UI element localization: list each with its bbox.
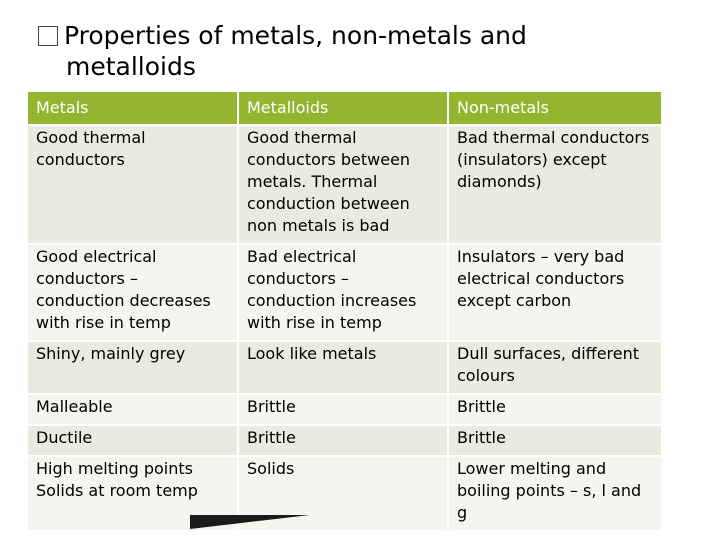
properties-table xyxy=(28,92,661,532)
table-cell: High melting points Solids at room temp xyxy=(28,456,238,531)
table-cell: Good thermal conductors between metals. Thermal conduction between non metals is bad xyxy=(238,125,448,244)
table-header-row xyxy=(28,92,661,125)
table-cell: Dull surfaces, different colours xyxy=(448,341,661,394)
table-cell: Look like metals xyxy=(238,341,448,394)
table-cell: Shiny, mainly grey xyxy=(28,341,238,394)
table-row xyxy=(28,456,661,531)
properties-table-container xyxy=(28,92,661,532)
table-cell: Brittle xyxy=(448,425,661,456)
table-cell: Brittle xyxy=(238,394,448,425)
table-row xyxy=(28,244,661,341)
header-metals: Metals xyxy=(28,92,238,125)
table-row xyxy=(28,425,661,456)
table-row xyxy=(28,341,661,394)
header-non-metals: Non-metals xyxy=(448,92,661,125)
table-cell: Lower melting and boiling points – s, l and g xyxy=(448,456,661,531)
slide-title xyxy=(38,20,678,82)
table-cell: Insulators – very bad electrical conductors except carbon xyxy=(448,244,661,341)
table-cell: Bad thermal conductors (insulators) except diamonds) xyxy=(448,125,661,244)
header-metalloids: Metalloids xyxy=(238,92,448,125)
decorative-stripe xyxy=(190,515,310,529)
bullet-square-icon xyxy=(38,26,58,46)
title-line-1: Properties of metals, non-metals and xyxy=(64,21,527,50)
table-cell: Malleable xyxy=(28,394,238,425)
title-line-2: metalloids xyxy=(66,52,196,81)
table-row xyxy=(28,125,661,244)
table-cell: Brittle xyxy=(238,425,448,456)
table-cell: Bad electrical conductors – conduction increases with rise in temp xyxy=(238,244,448,341)
table-cell: Good electrical conductors – conduction decreases with rise in temp xyxy=(28,244,238,341)
table-cell: Ductile xyxy=(28,425,238,456)
table-cell: Good thermal conductors xyxy=(28,125,238,244)
table-cell: Solids xyxy=(238,456,448,531)
table-cell: Brittle xyxy=(448,394,661,425)
table-row xyxy=(28,394,661,425)
